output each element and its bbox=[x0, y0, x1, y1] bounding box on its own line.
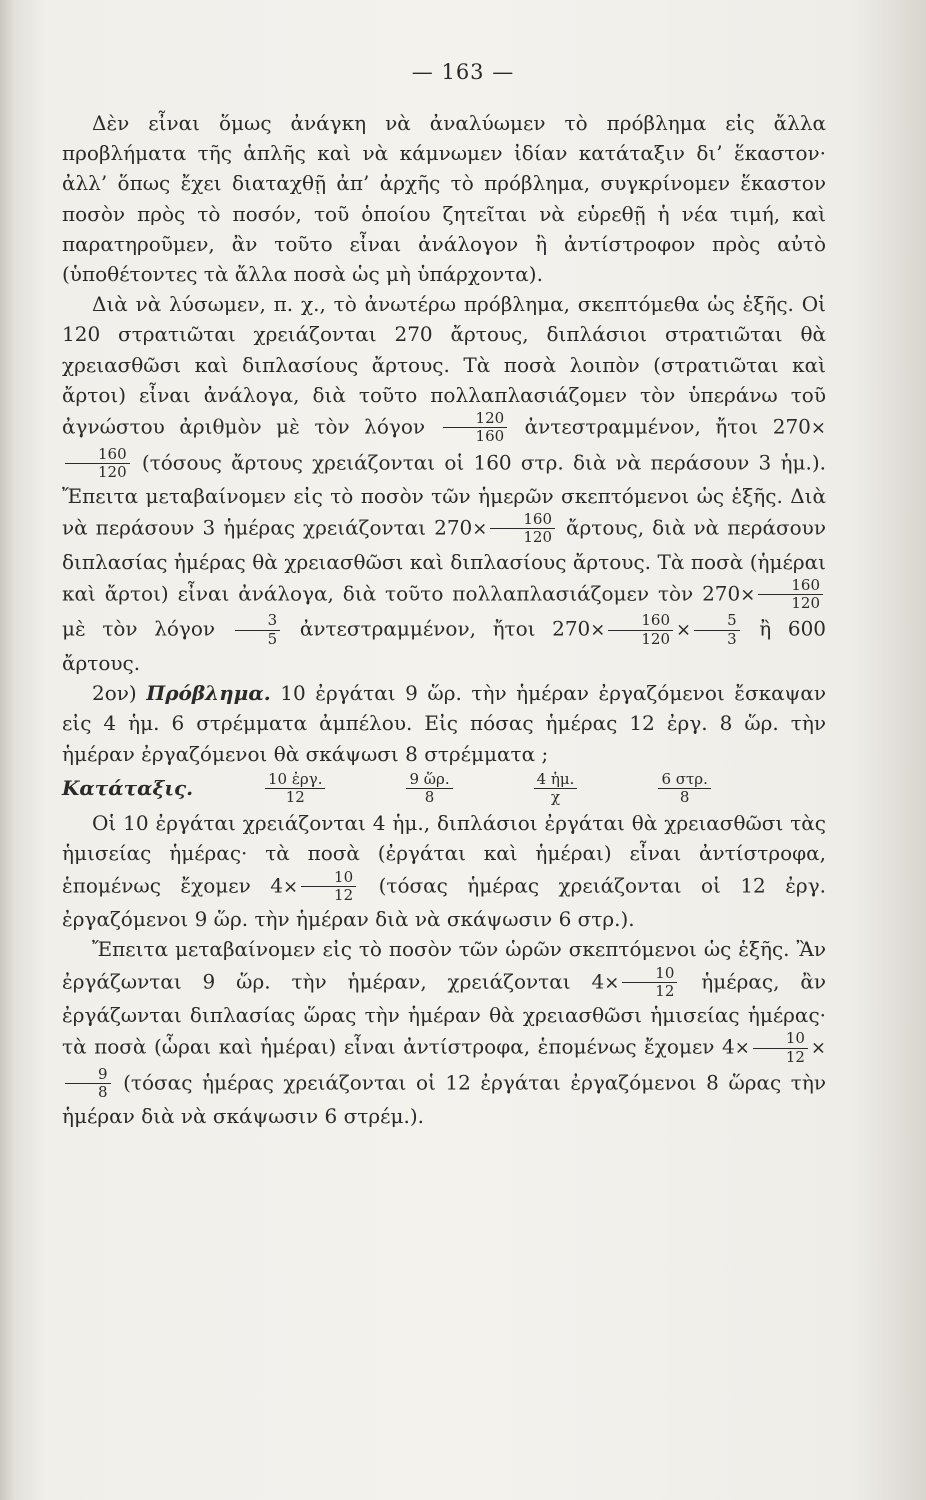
katataxis-column: $\frac{\text{10 ἐργ.}}{12}$ bbox=[265, 771, 325, 807]
paragraph-4 bbox=[62, 934, 826, 1131]
katataxis-column: $\frac{\text{4 ἡμ.}}{\chi}$ bbox=[534, 771, 578, 807]
katataxis-column: $\frac{\text{9 ὥρ.}}{8}$ bbox=[406, 771, 452, 807]
fraction: $\frac{10}{12}$ bbox=[622, 965, 677, 1001]
fraction: $\frac{10}{12}$ bbox=[301, 869, 356, 905]
times-sign: × bbox=[676, 619, 692, 641]
fraction: $\frac{10}{12}$ bbox=[753, 1030, 808, 1066]
fraction: $\frac{120}{160}$ bbox=[443, 410, 508, 446]
katataxis-row bbox=[62, 771, 826, 807]
p2-text-a: Διὰ νὰ λύσωμεν, π. χ., τὸ ἀνωτέρω πρόβλημα, σκεπτόμεθα ὡς ἑξῆς. Οἱ 120 στρατιῶται χρειάζονται 270 ἄρτους, διπλάσιοι στρατιῶται θὰ χρειασθῶσι καὶ διπλασίους ἄρτους. Τὰ ποσὰ λοιπὸν (στρατιῶται καὶ ἄρτοι) εἶναι ἀνάλογα, διὰ τοῦτο πολλαπλασιάζομεν τὸν ὑπεράνω τοῦ ἀγνώστου ἀριθμὸν μὲ τὸν λόγον bbox=[62, 292, 826, 439]
paragraph-3 bbox=[62, 808, 826, 934]
p2-text-b: ἀντεστραμμένον, ἤτοι 270 bbox=[524, 414, 811, 439]
fraction: $\frac{9}{8}$ bbox=[65, 1066, 111, 1102]
p2-text-g: ἢ 600 ἄρτους. bbox=[62, 616, 827, 675]
p2-text-c: (τόσους ἄρτους χρειάζονται οἱ 160 στρ. διὰ νὰ περάσουν 3 ἡμ.). Ἔπειτα μεταβαίνομεν εἰς τὸ ποσὸν τῶν ἡμερῶν σκεπτόμενοι ὡς ἑξῆς. Διὰ νὰ περάσουν 3 ἡμέρας χρειάζονται 270 bbox=[62, 449, 826, 540]
times-sign: × bbox=[810, 1037, 826, 1059]
paragraph-2 bbox=[62, 289, 826, 678]
paragraph-1: Δὲν εἶναι ὅμως ἀνάγκη νὰ ἀναλύωμεν τὸ πρόβλημα εἰς ἄλλα προβλήματα τῆς ἁπλῆς καὶ νὰ κάμνωμεν ἰδίαν κατάταξιν δι’ ἕκαστον· ἀλλ’ ὅπως ἔχει διαταχθῇ ἀπ’ ἀρχῆς τὸ πρόβλημα, συγκρίνομεν ἕκαστον ποσὸν πρὸς τὸ ποσόν, τοῦ ὁποίου ζητεῖται νὰ εὑρεθῇ ἡ νέα τιμή, καὶ παρατηροῦμεν, ἂν τοῦτο εἶναι ἀνάλογον ἢ ἀντίστροφον πρὸς αὐτὸ (ὑποθέτοντες τὰ ἄλλα ποσὰ ὡς μὴ ὑπάρχοντα). bbox=[62, 111, 826, 287]
times-sign: × bbox=[740, 584, 756, 606]
p2-text-d: ἄρτους, διὰ νὰ περάσουν διπλασίας ἡμέρας θὰ χρειασθῶσι καὶ διπλασίους ἄρτους. Τὰ ποσὰ (ἡμέραι καὶ ἄρτοι) εἶναι ἀνάλογα, διὰ τοῦτο πολλαπλασιάζομεν τὸν 270 bbox=[62, 515, 826, 606]
katataxis-label: Κατάταξις. bbox=[62, 776, 194, 801]
katataxis-column: $\frac{\text{6 στρ.}}{8}$ bbox=[658, 771, 710, 807]
page-number: — 163 — bbox=[411, 60, 515, 84]
problem-title: Πρόβλημα. bbox=[146, 681, 271, 706]
times-sign: × bbox=[810, 417, 826, 439]
times-sign: × bbox=[282, 875, 299, 897]
fraction: $\frac{5}{3}$ bbox=[694, 612, 740, 648]
times-sign: × bbox=[590, 619, 606, 641]
p3-text-a: Οἱ 10 ἐργάται χρειάζονται 4 ἡμ., διπλάσιοι ἐργάται θὰ χρειασθῶσι τὰς ἡμισείας ἡμέρας· τὰ ποσὰ (ἐργάται καὶ ἡμέραι) εἶναι ἀντίστροφα, ἑπομένως ἔχομεν 4 bbox=[62, 811, 826, 897]
p4-text-b: ἡμέρας, ἂν ἐργάζωνται διπλασίας ὥρας τὴν ἡμέραν θὰ χρειασθῶσι ἡμισείας ἡμέρας· τὰ ποσὰ (ὧραι καὶ ἡμέραι) εἶναι ἀντίστροφα, ἑπομένως ἔχομεν 4 bbox=[62, 968, 826, 1059]
page-spine-shadow bbox=[0, 0, 16, 1500]
fraction: $\frac{160}{120}$ bbox=[490, 511, 555, 547]
fraction: $\frac{160}{120}$ bbox=[65, 446, 130, 482]
times-sign: × bbox=[604, 971, 620, 993]
p4-text-c: (τόσας ἡμέρας χρειάζονται οἱ 12 ἐργάται ἐργαζόμενοι 8 ὥρας τὴν ἡμέραν διὰ νὰ σκάψωσιν 6 στρέμ.). bbox=[62, 1070, 826, 1129]
p3-text-b: (τόσας ἡμέρας χρειάζονται οἱ 12 ἐργ. ἐργαζόμενοι 9 ὥρ. τὴν ἡμέραν διὰ νὰ σκάψωσιν 6 στρ.). bbox=[62, 872, 826, 932]
problem-2 bbox=[62, 678, 826, 769]
times-sign: × bbox=[734, 1037, 750, 1059]
p2-text-e: μὲ τὸν λόγον bbox=[62, 616, 216, 641]
problem-text: 10 ἐργάται 9 ὥρ. τὴν ἡμέραν ἐργαζόμενοι ἔσκαψαν εἰς 4 ἡμ. 6 στρέμματα ἀμπέλου. Εἰς πόσας ἡμέρας 12 ἐργ. 8 ὥρ. τὴν ἡμέραν ἐργαζόμενοι θὰ σκάψωσι 8 στρέμματα ; bbox=[62, 681, 827, 766]
p2-text-f: ἀντεστραμμένον, ἤτοι 270 bbox=[299, 616, 591, 641]
p4-text-a: Ἔπειτα μεταβαίνομεν εἰς τὸ ποσὸν τῶν ὡρῶν σκεπτόμενοι ὡς ἑξῆς. Ἂν ἐργάζωνται 9 ὥρ. τὴν ἡμέραν, χρειάζονται 4 bbox=[62, 937, 826, 993]
problem-number: 2ον) bbox=[92, 681, 137, 706]
fraction: $\frac{160}{120}$ bbox=[758, 577, 823, 613]
fraction: $\frac{3}{5}$ bbox=[235, 612, 281, 648]
body-text bbox=[62, 108, 826, 1131]
times-sign: × bbox=[472, 518, 488, 540]
fraction: $\frac{160}{120}$ bbox=[608, 612, 673, 648]
